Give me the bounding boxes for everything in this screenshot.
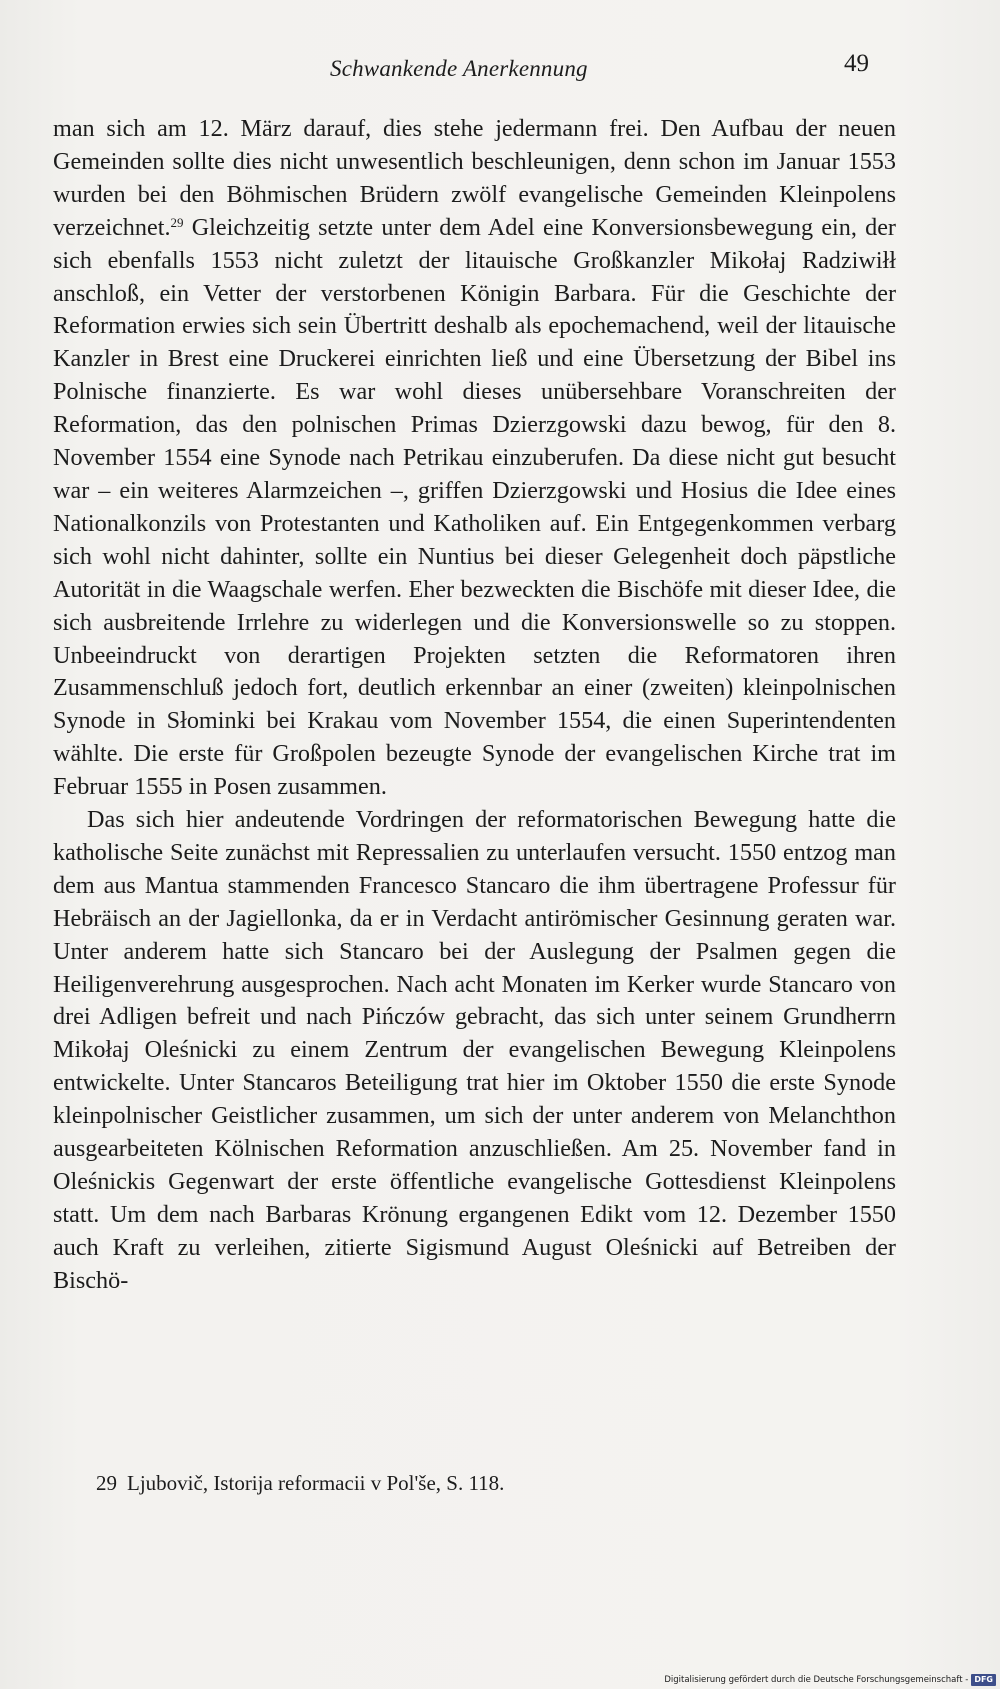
running-header bbox=[0, 50, 1000, 90]
digitization-credit bbox=[664, 1674, 996, 1686]
paragraph-1-part-2: Gleichzeitig setzte unter dem Adel eine Konversionsbewegung ein, der sich ebenfalls 1553 nicht zuletzt der litauische Großkanzler Mikołaj Radziwiłł anschloß, ein Vetter der verstorbenen Königin Barbara. Für die Geschichte der Reformation erwies sich sein Übertritt deshalb als epochemachend, weil der litauische Kanzler in Brest eine Druckerei einrichten ließ und eine Übersetzung der Bibel ins Polnische finanzierte. Es war wohl dieses unübersehbare Voranschreiten der Reformation, das den polnischen Primas Dzierzgowski dazu bewog, für den 8. November 1554 eine Synode nach Petrikau einzuberufen. Da diese nicht gut besucht war – ein weiteres Alarmzeichen –, griffen Dzierzgowski und Hosius die Idee eines Nationalkonzils von Protestanten und Katholiken auf. Ein Entgegenkommen verbarg sich wohl nicht dahinter, sollte ein Nuntius bei dieser Gelegenheit doch päpstliche Autorität in die Waagschale werfen. Eher bezweckten die Bischöfe mit dieser Idee, die sich ausbreitende Irrlehre zu widerlegen und die Konversionswelle so zu stoppen. Unbeeindruckt von derartigen Projekten setzten die Reformatoren ihren Zusammenschluß jedoch fort, deutlich erkennbar an einer (zweiten) kleinpolnischen Synode in Słominki bei Krakau vom November 1554, die einen Superintendenten wählte. Die erste für Großpolen bezeugte Synode der evangelischen Kirche trat im Februar 1555 in Posen zusammen. bbox=[53, 213, 896, 801]
footnote-number: 29 bbox=[96, 1471, 117, 1495]
footnote-29 bbox=[96, 1469, 504, 1497]
page-number: 49 bbox=[844, 50, 869, 77]
paragraph-1-part-1: man sich am 12. März darauf, dies stehe jedermann frei. Den Aufbau der neuen Gemeinden sollte dies nicht unwesentlich beschleunigen, denn schon im Januar 1553 wurden bei den Böhmischen Brüdern zwölf evangelische Gemeinden Kleinpolens verzeichnet. bbox=[53, 115, 896, 241]
footnote-text: Ljubovič, Istorija reformacii v Pol'še, S. 118. bbox=[127, 1471, 505, 1495]
paragraph-2: Das sich hier andeutende Vordringen der reformatorischen Bewegung hatte die katholische Seite zunächst mit Repressalien zu unterlaufen versucht. 1550 entzog man dem aus Mantua stammenden Francesco Stancaro die ihm übertragene Professur für Hebräisch an der Jagiellonka, da er in Verdacht antirömischer Gesinnung geraten war. Unter anderem hatte sich Stancaro bei der Auslegung der Psalmen gegen die Heiligenverehrung ausgesprochen. Nach acht Monaten im Kerker wurde Stancaro von drei Adligen befreit und nach Pińczów gebracht, das sich unter seinem Grundherrn Mikołaj Oleśnicki zu einem Zentrum der evangelischen Bewegung Kleinpolens entwickelte. Unter Stancaros Beteiligung trat hier im Oktober 1550 die erste Synode kleinpolnischer Geistlicher zusammen, um sich der unter anderem von Melanchthon ausgearbeiteten Kölnischen Reformation anzuschließen. Am 25. November fand in Oleśnickis Gegenwart der erste öffentliche evangelische Gottesdienst Kleinpolens statt. Um dem nach Barbaras Krönung ergangenen Edikt vom 12. Dezember 1550 auch Kraft zu verleihen, zitierte Sigismund August Oleśnicki auf Betreiben der Bischö- bbox=[53, 806, 896, 1294]
footnote-reference-29[interactable]: 29 bbox=[170, 214, 184, 230]
dfg-logo-icon: DFG bbox=[971, 1674, 996, 1686]
body-text bbox=[53, 113, 896, 1298]
running-title: Schwankende Anerkennung bbox=[330, 56, 588, 81]
paragraph-1 bbox=[53, 113, 896, 804]
credit-text: Digitalisierung gefördert durch die Deutsche Forschungsgemeinschaft - bbox=[664, 1675, 969, 1685]
